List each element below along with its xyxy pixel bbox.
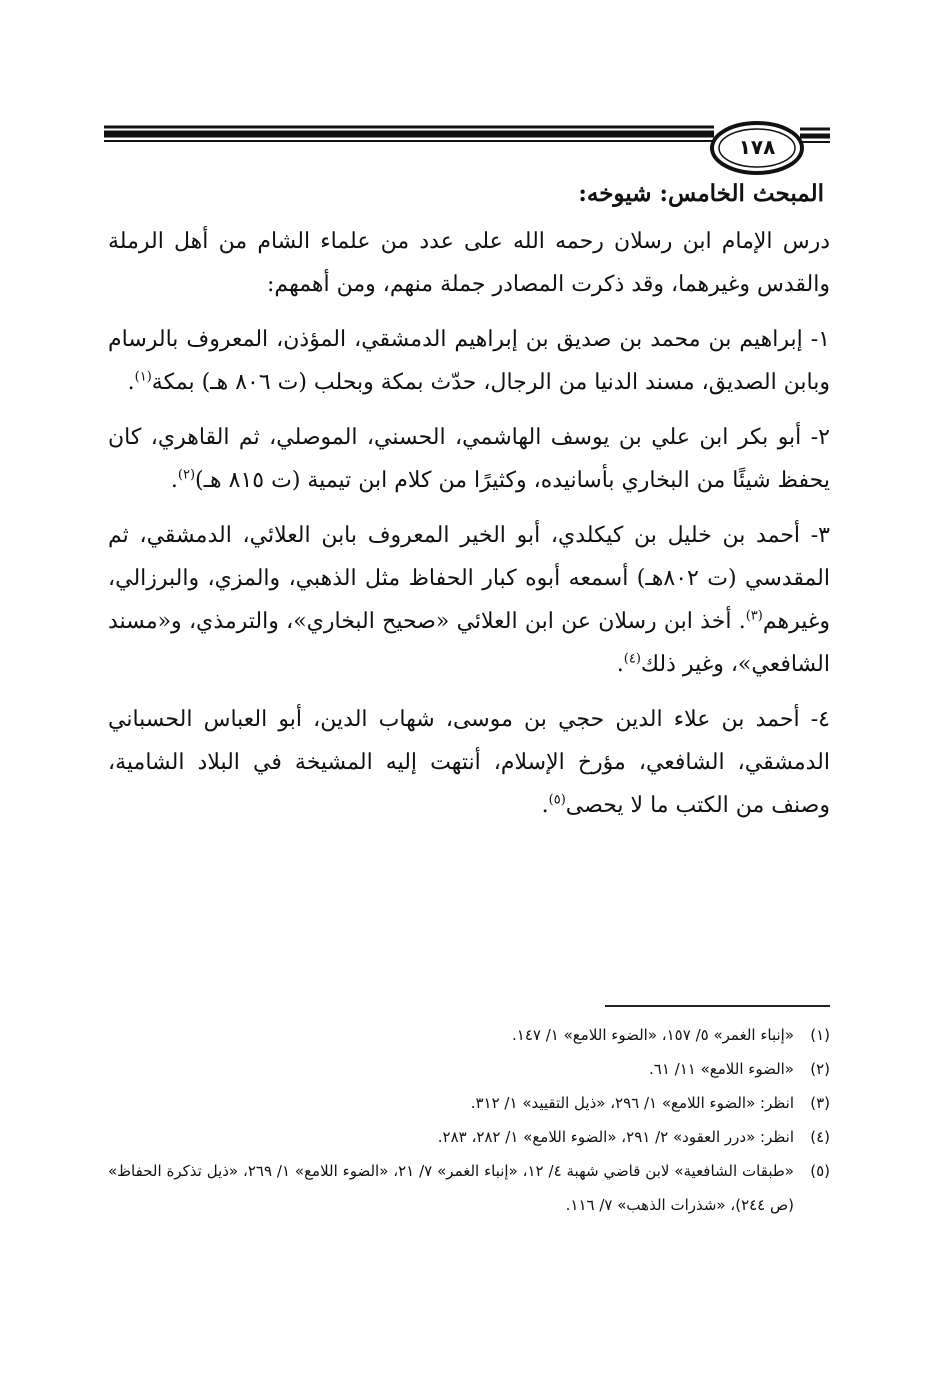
footnote-text: «الضوء اللامع» ١١/ ٦١. bbox=[648, 1060, 794, 1078]
footnote-number: (٤) bbox=[810, 1128, 830, 1146]
entry-end: . bbox=[170, 468, 178, 493]
footnote bbox=[108, 1018, 830, 1052]
footnote-number: (٣) bbox=[810, 1094, 830, 1112]
entry-paragraph bbox=[108, 318, 830, 404]
entry-end: . bbox=[541, 793, 549, 818]
entry-text: ١- إبراهيم بن محمد بن صديق بن إبراهيم الدمشقي، المؤذن، المعروف بالرسام وبابن الصديق، مسند الدنيا من الرجال، حدّث بمكة وبحلب (ت ٨٠٦ هـ) بمكة bbox=[108, 327, 830, 395]
entry-paragraph bbox=[108, 698, 830, 827]
entry-text-continued: . أخذ ابن رسلان عن ابن العلائي «صحيح البخاري»، والترمذي، و«مسند الشافعي»، وغير ذلك bbox=[108, 609, 830, 677]
footnote bbox=[108, 1086, 830, 1120]
footnote-ref: (١) bbox=[134, 369, 152, 385]
footnote-text: انظر: «درر العقود» ٢/ ٢٩١، «الضوء اللامع» ١/ ٢٨٢، ٢٨٣. bbox=[437, 1128, 794, 1146]
footnote-separator bbox=[605, 1005, 830, 1007]
section-heading: المبحث الخامس: شيوخه: bbox=[578, 180, 824, 207]
footnote bbox=[108, 1052, 830, 1086]
entry-text: ٤- أحمد بن علاء الدين حجي بن موسى، شهاب الدين، أبو العباس الحسباني الدمشقي، الشافعي، مؤرخ الإسلام، أنتهت إليه المشيخة في البلاد الشامية، وصنف من الكتب ما لا يحصى bbox=[108, 707, 830, 818]
page-header bbox=[0, 0, 949, 175]
header-rule-ornament bbox=[0, 0, 949, 175]
footnote-number: (٢) bbox=[810, 1060, 830, 1078]
main-text bbox=[108, 178, 830, 839]
footnote-text: انظر: «الضوء اللامع» ١/ ٢٩٦، «ذيل التقييد» ١/ ٣١٢. bbox=[470, 1094, 794, 1112]
entry-end: . bbox=[127, 370, 135, 395]
footnote-number: (٥) bbox=[810, 1162, 830, 1180]
entry-paragraph bbox=[108, 514, 830, 686]
intro-paragraph: درس الإمام ابن رسلان رحمه الله على عدد من علماء الشام من أهل الرملة والقدس وغيرهما، وقد ذكرت المصادر جملة منهم، ومن أهمهم: bbox=[108, 229, 830, 297]
footnote bbox=[108, 1154, 830, 1222]
footnote-text: «إنباء الغمر» ٥/ ١٥٧، «الضوء اللامع» ١/ ١٤٧. bbox=[512, 1026, 794, 1044]
entry-text: ٢- أبو بكر ابن علي بن يوسف الهاشمي، الحسني، الموصلي، ثم القاهري، كان يحفظ شيئًا من البخاري بأسانيده، وكثيرًا من كلام ابن تيمية (ت ٨١٥ هـ) bbox=[108, 425, 830, 493]
footnote bbox=[108, 1120, 830, 1154]
footnote-ref: (٣) bbox=[745, 608, 763, 624]
footnotes bbox=[108, 1018, 830, 1222]
footnote-number: (١) bbox=[810, 1026, 830, 1044]
footnote-text: «طبقات الشافعية» لابن قاضي شهبة ٤/ ١٢، «إنباء الغمر» ٧/ ٢١، «الضوء اللامع» ١/ ٢٦٩، «ذيل تذكرة الحفاظ» (ص ٢٤٤)، «شذرات الذهب» ٧/ ١١٦. bbox=[108, 1162, 794, 1214]
footnote-ref: (٤) bbox=[623, 651, 641, 667]
page-number: ١٧٨ bbox=[738, 135, 776, 159]
footnote-ref: (٥) bbox=[548, 792, 566, 808]
entry-paragraph bbox=[108, 416, 830, 502]
entry-end: . bbox=[616, 652, 624, 677]
entry-text: ٣- أحمد بن خليل بن كيكلدي، أبو الخير المعروف بابن العلائي، الدمشقي، ثم المقدسي (ت ٨٠٢هـ) أسمعه أبوه كبار الحفاظ مثل الذهبي، والمزي، والبرزالي، وغيرهم bbox=[108, 523, 830, 634]
footnote-ref: (٢) bbox=[177, 467, 196, 483]
